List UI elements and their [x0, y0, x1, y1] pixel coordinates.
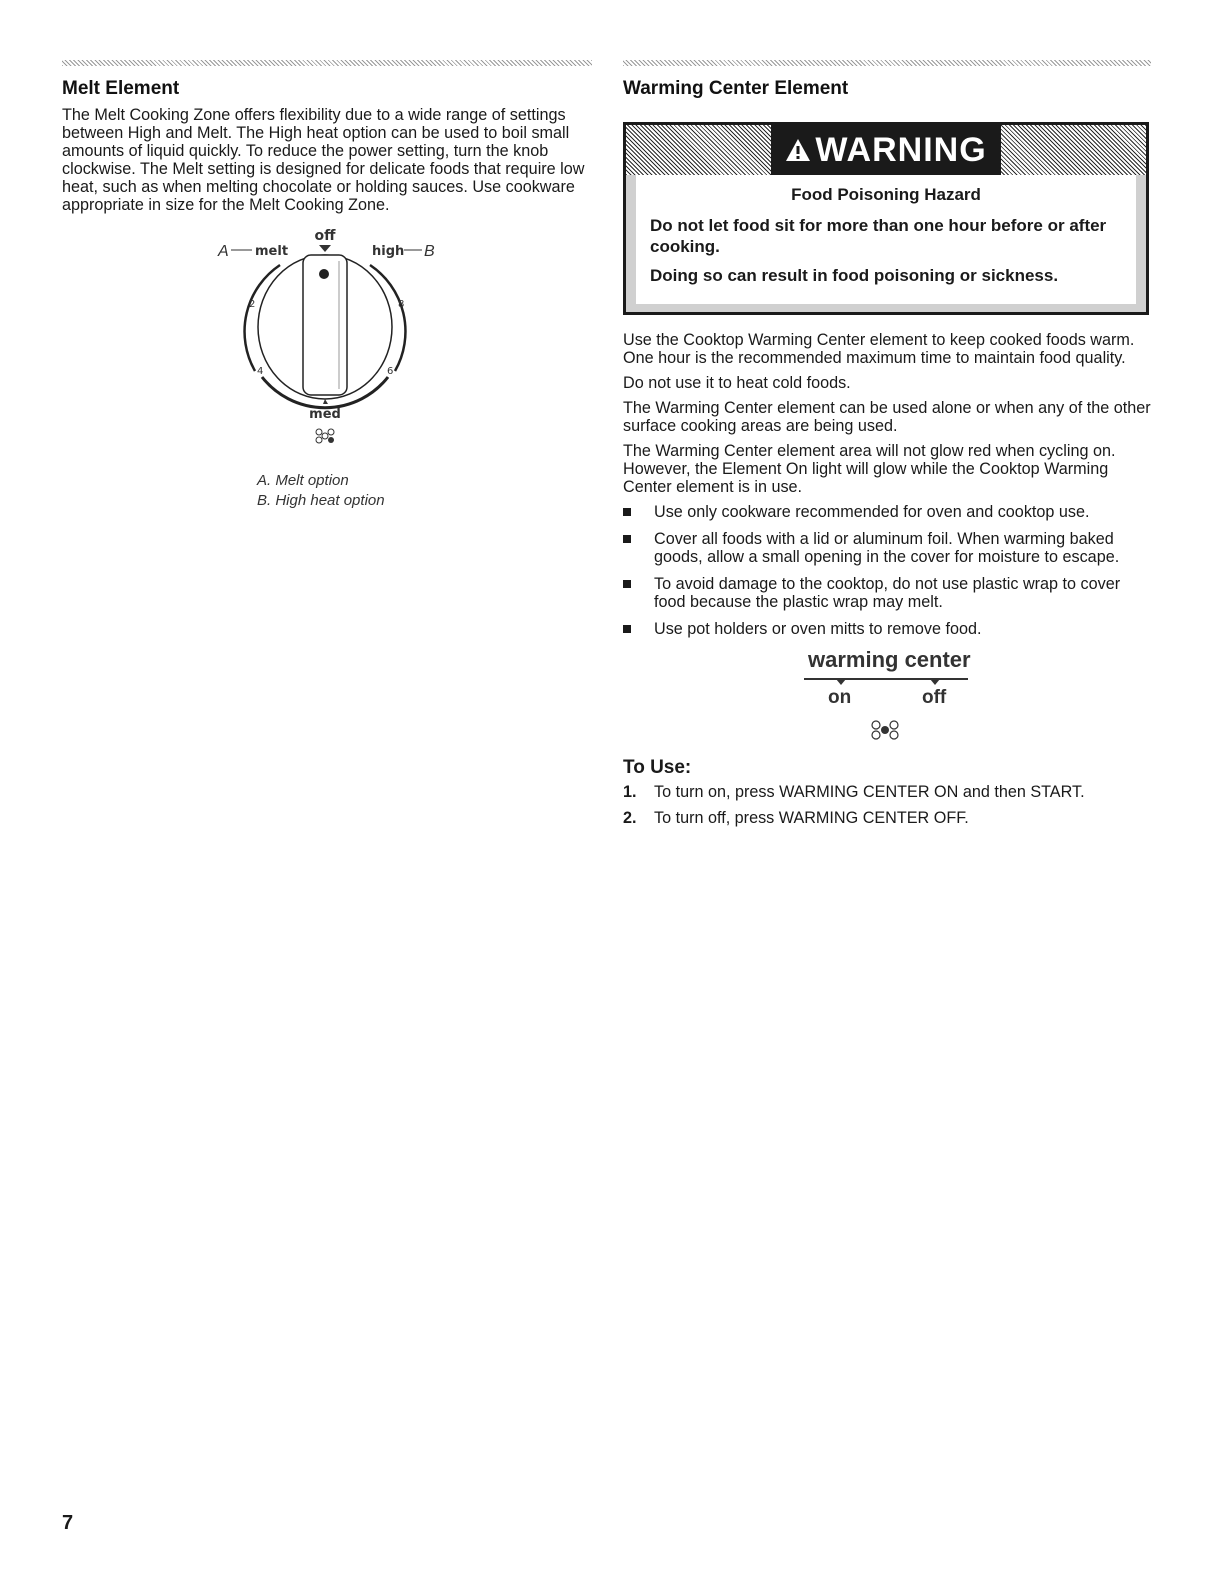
bullet-icon	[623, 625, 631, 633]
body-paragraph: The Warming Center element can be used alone or when any of the other surface cooking areas are being used.	[623, 399, 1151, 435]
off-pointer-icon	[319, 245, 331, 252]
warning-title: WARNING	[815, 131, 987, 169]
on-pointer-icon	[836, 679, 846, 685]
warning-body	[626, 175, 1146, 312]
callout-a-letter: A	[218, 243, 229, 260]
warming-center-control-graphic	[623, 647, 1151, 757]
melt-element-heading: Melt Element	[62, 78, 180, 99]
body-paragraph: Do not use it to heat cold foods.	[623, 374, 851, 392]
knob-label-high: high	[372, 244, 405, 259]
section-divider	[62, 60, 592, 66]
warming-center-on-label: on	[828, 687, 852, 708]
melt-element-paragraph: The Melt Cooking Zone offers flexibility due to a wide range of settings between High and Melt. The High heat option can be used to boil small amounts of liquid quickly. To reduce the power setting, turn the knob clockwise. The Melt setting is designed for delicate foods that require low heat, such as when melting chocolate or holding sauces. Use cookware appropriate in size for the Melt Cooking Zone.	[62, 106, 585, 214]
caption-b: B. High heat option	[257, 492, 385, 509]
hazard-title: Food Poisoning Hazard	[791, 185, 981, 204]
body-paragraph: Use the Cooktop Warming Center element to keep cooked foods warm. One hour is the recommended maximum time to maintain food quality.	[623, 331, 1135, 367]
tick-6: 6	[387, 366, 394, 377]
off-pointer-icon	[930, 679, 940, 685]
bullet-icon	[623, 535, 631, 543]
warning-line-1: Do not let food sit for more than one hour before or after cooking.	[650, 216, 1107, 256]
bullet-icon	[623, 508, 631, 516]
warming-center-lines	[623, 647, 1151, 757]
to-use-heading: To Use:	[623, 757, 692, 778]
tips-list	[623, 503, 1151, 638]
warming-center-label: warming center	[808, 647, 971, 672]
list-item: To avoid damage to the cooktop, do not use plastic wrap to cover food because the plastic wrap may melt.	[623, 575, 1151, 611]
to-use-steps	[623, 783, 1151, 827]
figure-captions	[257, 471, 592, 511]
knob-indicator-dot	[319, 269, 329, 279]
tick-4: 4	[257, 366, 264, 377]
knob-label-med: med	[309, 407, 341, 422]
list-item: Use pot holders or oven mitts to remove food.	[623, 620, 1151, 638]
body-paragraph: The Warming Center element area will not glow red when cycling on. However, the Element On light will glow while the Cooktop Warming Center element is in use.	[623, 442, 1116, 496]
section-divider	[623, 60, 1151, 66]
tick-8: 8	[398, 299, 405, 310]
knob-illustration	[62, 221, 592, 471]
step-item: 2. To turn off, press WARMING CENTER OFF.	[623, 809, 969, 827]
melt-element-section	[62, 60, 592, 511]
warning-triangle-icon	[785, 138, 811, 162]
caption-a: A. Melt option	[257, 472, 349, 489]
melt-knob-diagram	[62, 221, 592, 471]
list-item: Cover all foods with a lid or aluminum foil. When warming baked goods, allow a small opening in the cover for moisture to escape.	[623, 530, 1151, 566]
knob-label-melt: melt	[255, 244, 289, 259]
warming-center-heading: Warming Center Element	[623, 78, 849, 99]
cooktop-zone-icon	[316, 429, 334, 443]
knob-label-off: off	[314, 228, 336, 244]
page-number: 7	[62, 1512, 74, 1534]
warming-center-section	[623, 60, 1151, 835]
step-item: 1. To turn on, press WARMING CENTER ON and then START.	[623, 783, 1085, 801]
list-item: Use only cookware recommended for oven and cooktop use.	[623, 503, 1151, 521]
callout-b-letter: B	[424, 243, 435, 260]
warning-header	[626, 125, 1146, 175]
tick-2: 2	[249, 299, 256, 310]
bullet-icon	[623, 580, 631, 588]
warming-center-off-label: off	[922, 687, 947, 708]
warming-zone-icon	[872, 721, 898, 739]
warning-line-2: Doing so can result in food poisoning or sickness.	[650, 266, 1059, 285]
warning-box	[623, 122, 1149, 315]
